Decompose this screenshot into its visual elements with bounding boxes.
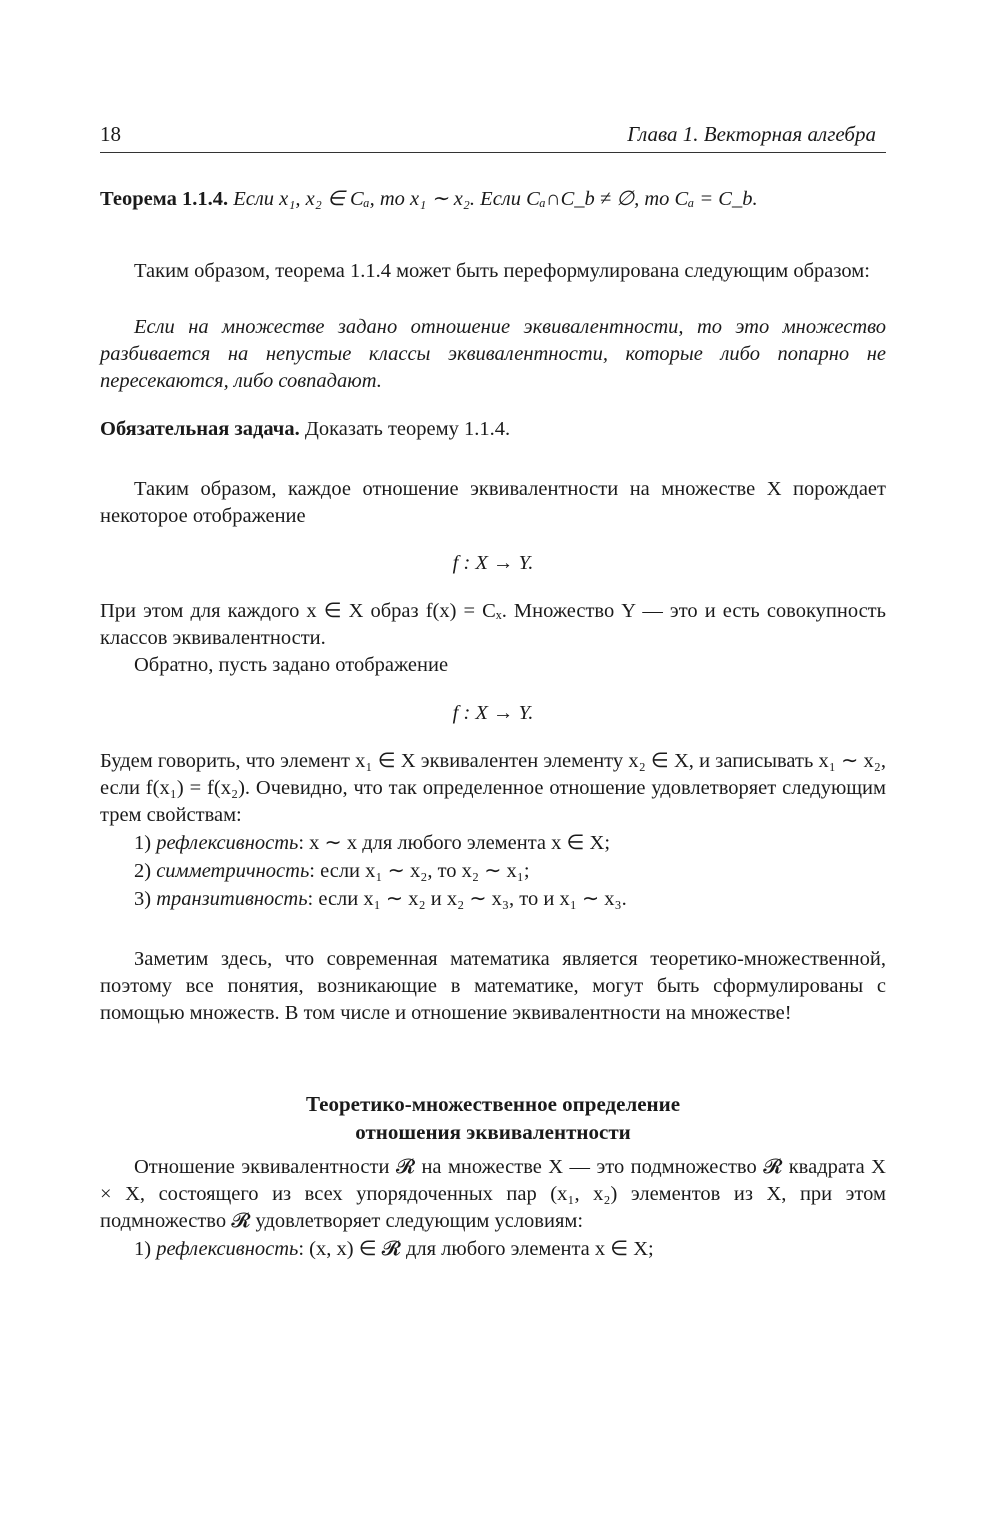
- list-item-2: [100, 858, 920, 885]
- list-item-text: : (x, x) ∈ 𝓡 для любого элемента x ∈ X;: [298, 1238, 654, 1260]
- paragraph-5: Заметим здесь, что современная математика является теоретико-множественной, поэтому все понятия, возникающие в математике, могут быть сформулированы с помощью множеств. В том числе и отношение эквивалентности на множестве!: [100, 948, 886, 1024]
- list-item-term: симметричность: [156, 860, 310, 882]
- list-item-num: 2): [134, 860, 152, 882]
- list-item-text: : x ∼ x для любого элемента x ∈ X;: [298, 832, 611, 854]
- paragraph-3b: Обратно, пусть задано отображение: [134, 654, 449, 676]
- paragraph-1-italic: Если на множестве задано отношение эквивалентности, то это множество разбивается на непустые классы эквивалентности, которые либо попарно не пересекаются, либо совпадают.: [100, 316, 886, 392]
- task-text: Доказать теорему 1.1.4.: [304, 418, 511, 440]
- formula-2: f : X → Y.: [452, 702, 534, 724]
- list-item-num: 1): [134, 832, 152, 854]
- theorem-text: Если x₁, x₂ ∈ Cₐ, то x₁ ∼ x₂. Если Cₐ∩C_b ≠ ∅, то Cₐ = C_b.: [233, 188, 758, 210]
- list-item-num: 1): [134, 1238, 152, 1260]
- list-item-1: [100, 830, 920, 857]
- list-item-text: : если x₁ ∼ x₂, то x₂ ∼ x₁;: [309, 860, 530, 882]
- list-item-term: рефлексивность: [156, 832, 299, 854]
- task: [100, 416, 886, 443]
- paragraph-4: Будем говорить, что элемент x₁ ∈ X эквивалентен элементу x₂ ∈ X, и записывать x₁ ∼ x₂, если f(x₁) = f(x₂). Очевидно, что так определенное отношение удовлетворяет следующим трем свойствам:: [100, 750, 886, 826]
- paragraph-3: При этом для каждого x ∈ X образ f(x) = Cₓ. Множество Y — это и есть совокупность классов эквивалентности.: [100, 600, 886, 649]
- theorem-label: Теорема 1.1.4.: [100, 188, 229, 210]
- running-title: Глава 1. Векторная алгебра: [627, 122, 876, 146]
- section-title-line-2: отношения эквивалентности: [355, 1120, 631, 1144]
- paragraph-1: Таким образом, теорема 1.1.4 может быть переформулирована следующим образом:: [134, 260, 870, 282]
- section-title-line-1: Теоретико-множественное определение: [305, 1092, 681, 1116]
- list-item-term: транзитивность: [156, 888, 308, 910]
- task-label: Обязательная задача.: [100, 418, 300, 440]
- section-paragraph: Отношение эквивалентности 𝓡 на множестве X — это подмножество 𝓡 квадрата X × X, состоящего из всех упорядоченных пар (x₁, x₂) элементов из X, при этом подмножество 𝓡 удовлетворяет следующим условиям:: [100, 1156, 886, 1232]
- theorem: [100, 186, 886, 213]
- page-header: [100, 118, 886, 153]
- paragraph-2: Таким образом, каждое отношение эквивалентности на множестве X порождает некоторое отображение: [100, 478, 886, 527]
- list-item-num: 3): [134, 888, 152, 910]
- formula-1: f : X → Y.: [452, 552, 534, 574]
- list-item-text: : если x₁ ∼ x₂ и x₂ ∼ x₃, то и x₁ ∼ x₃.: [307, 888, 627, 910]
- list-item-3: [100, 886, 920, 913]
- section-list-item-1: [100, 1236, 920, 1263]
- list-item-term: рефлексивность: [156, 1238, 299, 1260]
- page-number: 18: [100, 122, 121, 146]
